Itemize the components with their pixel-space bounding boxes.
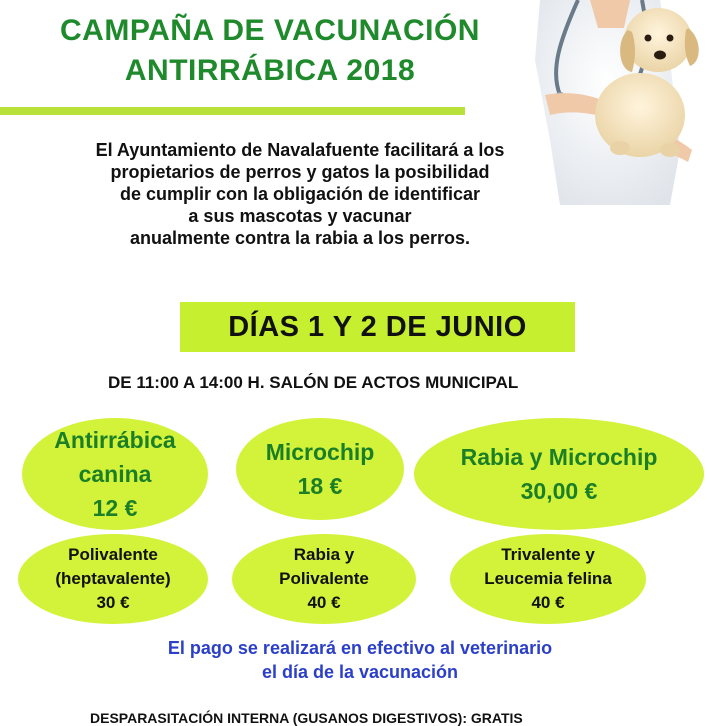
price-oval-trivalente-leucemia (450, 534, 646, 624)
campaign-dates-banner: DÍAS 1 Y 2 DE JUNIO (180, 302, 575, 352)
price-oval-label: Antirrábica (54, 427, 176, 453)
deworming-footer: DESPARASITACIÓN INTERNA (GUSANOS DIGESTIVOS): GRATIS (90, 710, 523, 726)
price-oval-polivalente (18, 534, 208, 624)
price-oval-microchip (236, 418, 404, 520)
campaign-description (0, 139, 600, 249)
description-line: a sus mascotas y vacunar (188, 206, 412, 226)
campaign-title-line1: CAMPAÑA DE VACUNACIÓN (60, 14, 480, 47)
price-oval-amount: 40 € (307, 593, 341, 612)
campaign-title-line2: ANTIRRÁBICA 2018 (124, 54, 416, 87)
price-oval-label: Polivalente (68, 545, 158, 564)
description-line: anualmente contra la rabia a los perros. (129, 228, 471, 248)
title-underline-bar (0, 107, 465, 115)
price-oval-amount: 30,00 € (520, 478, 598, 504)
price-oval-label: Rabia y Microchip (460, 444, 658, 470)
price-oval-label: Leucemia felina (484, 569, 612, 588)
price-oval-rabia-polivalente (232, 534, 416, 624)
price-oval-label: (heptavalente) (55, 569, 171, 588)
price-oval-label: Microchip (265, 439, 375, 465)
payment-note-line: El pago se realizará en efectivo al veterinario (167, 638, 553, 658)
price-oval-rabia-microchip (414, 418, 704, 530)
description-line: de cumplir con la obligación de identificar (119, 184, 481, 204)
price-oval-amount: 40 € (531, 593, 565, 612)
description-line: El Ayuntamiento de Navalafuente facilitará a los (95, 140, 505, 160)
price-oval-antirrabica (22, 418, 208, 530)
price-oval-label: Polivalente (279, 569, 369, 588)
price-oval-amount: 18 € (297, 473, 343, 499)
price-oval-label: canina (78, 461, 152, 487)
description-line: propietarios de perros y gatos la posibilidad (110, 162, 490, 182)
price-oval-label: Rabia y (293, 545, 355, 564)
price-oval-amount: 30 € (96, 593, 130, 612)
payment-note (60, 636, 660, 684)
price-oval-label: Trivalente y (501, 545, 595, 564)
schedule-and-location: DE 11:00 A 14:00 H. SALÓN DE ACTOS MUNICIPAL (108, 373, 519, 392)
price-oval-amount: 12 € (92, 495, 138, 521)
payment-note-line: el día de la vacunación (261, 662, 459, 682)
